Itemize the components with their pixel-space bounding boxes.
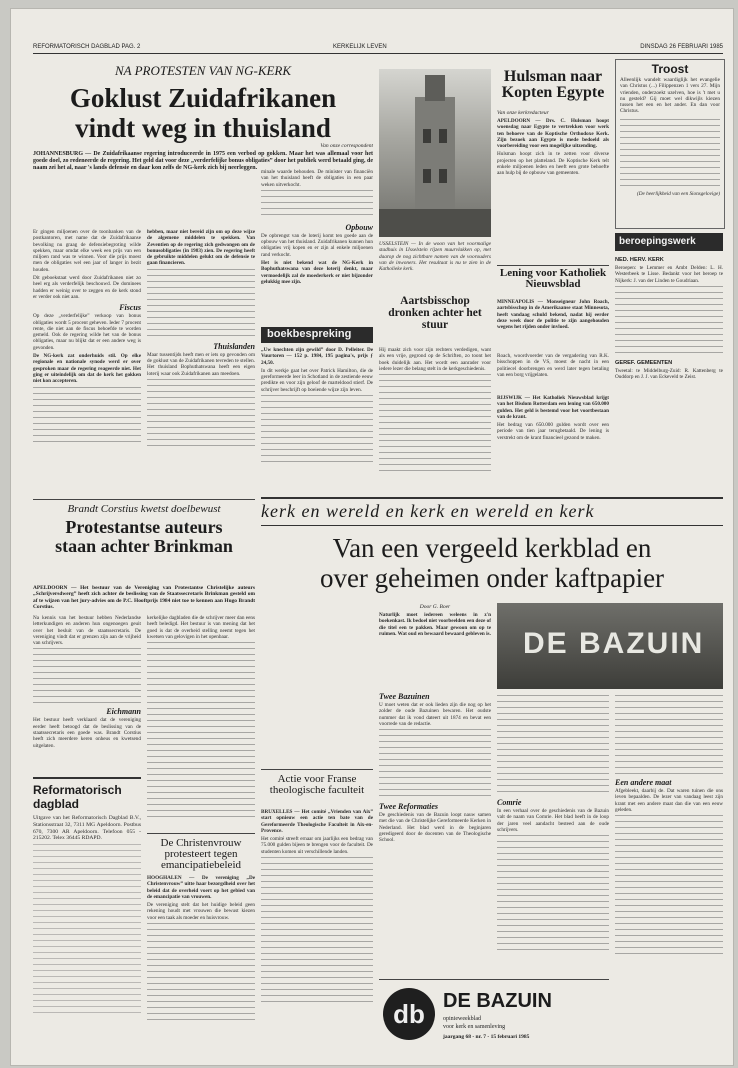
christenvrouw-story bbox=[147, 833, 255, 1054]
photo-caption-wrap bbox=[379, 241, 491, 291]
bazuin-sub-andere: Een andere maat bbox=[615, 778, 672, 787]
book-review-column bbox=[261, 347, 373, 491]
aartsbisschop-headline: Aartsbisschop dronken achter het stuur bbox=[388, 295, 482, 331]
lead-body-fiscus: Op deze „verderfelijke” verkoop van bonus obligaties wordt 5 procent geheven. Ieder 7 procent rente, die niet aan de fiscus behoefde te worden gemeld. Ook de regering wilde het van de bonus obligaties, maar nu blijkt dat er een andere weg is gevonden. bbox=[33, 313, 141, 351]
bazuin-sub-bazuinen: Twee Bazuinen bbox=[379, 692, 430, 701]
masthead bbox=[33, 43, 723, 54]
bazuin-logo-ad bbox=[379, 979, 609, 1052]
second-body: Na kennis van het bestuur hebben Nederlandse letterkundigen en anderen hun ongenoegen geuit over het besluit van de staatssecretaris. De vereniging vindt dat er grenzen zijn aan de vrijheid van schrijvers. bbox=[33, 615, 141, 647]
veertel-headline: Actie voor Franse theologische faculteit bbox=[269, 773, 365, 796]
kerk-en-wereld-banner bbox=[261, 497, 723, 526]
bazuin-column-3 bbox=[615, 695, 723, 1045]
christenvrouw-body: De vereniging stelt dat het huidige beleid geen rekening houdt met vrouwen die bewust kiezen voor een taak als moeder en huisvrouw. bbox=[147, 902, 255, 921]
masthead-center: KERKELIJK LEVEN bbox=[333, 44, 387, 50]
aartsbisschop-header bbox=[379, 295, 491, 345]
troost-title: Troost bbox=[651, 62, 689, 76]
lead-kicker: NA PROTESTEN VAN NG-KERK bbox=[114, 63, 292, 78]
troost-sign: (De heerlijkheid van een Sionsgelovige) bbox=[637, 190, 720, 197]
hulsman-header bbox=[497, 61, 609, 105]
lead-column-3-filler-a bbox=[261, 190, 373, 220]
beroepingswerk-body-1: Beroepen: te Lemmer en Ambt Delden: L. H. Westerbeek te Lisse. Bedankt voor het beroep te Nijkerk: J. van der Linden te Goudriaan. bbox=[615, 265, 723, 284]
bazuin-header bbox=[261, 527, 723, 599]
hulsman-byline: Van onze kerkredacteur bbox=[497, 110, 549, 116]
bazuin-body-2: De geschiedenis van de Bazuin loopt nauw samen met die van de Christelijke Gereformeerde Kerken in Nederland. Het blad werd in de beginjaren geredigeerd door de docenten van de Theologische School. bbox=[379, 812, 491, 844]
hulsman-headline-2: Kopten Egypte bbox=[501, 84, 605, 101]
bazuin-body-4: Afgebleekt, daarbij de. Dat waren tuinen die ons leven bepaalden. De lezer van vandaag leest zijn krant met een andere maat dan die van een eeuw geleden. bbox=[615, 788, 723, 813]
book-review-body-2: Hij maakt zich voor zijn rechters verdedigen, want als een vrije, gegrond op de Schriften, zo toont het boek duidelijk aan. Het wordt een aanrader voor iedere lezer die belang stelt in de kerkgeschiedenis. bbox=[379, 347, 491, 372]
lead-col2-body: hebben, maar niet bereid zijn om op deze wijze de algemene middelen te spekken. Van Zeventien op de regering zich gedwongen om de bonusobligaties (in 1983) zien. De regering heeft de gebruikte middelen gelukt om de defensie te gaan financieren. bbox=[147, 229, 255, 267]
masthead-left: REFORMATORISCH DAGBLAD PAG. 2 bbox=[33, 44, 141, 50]
lead-col3-body: minale waarde behouden. De minister van financiën van het thuisland heeft de obligaties in een paar weken uitverkocht. bbox=[261, 169, 373, 188]
second-intro: APELDOORN — Het bestuur van de Vereniging van Protestantse Christelijke auteurs „Schrijversdwerg” heeft zich achter de beslissing van de Staatssecretaris Brinkman gesteld om af te wijzen van het jury-advies om de P.C. Hooftprijs 1984 niet toe te kennen aan Hugo Brandt Corstius. bbox=[33, 585, 255, 611]
bazuin-column-3-filler-a bbox=[615, 695, 723, 775]
book-review-2-filler bbox=[379, 374, 491, 474]
book-review-bar: boekbespreking bbox=[261, 327, 373, 343]
lead-col2-body-2: Maar tussentijds heeft men er iets op gevonden om de goklust van de Zuidafrikanen tevreden te stellen. Het thuisland Bophuthatswana heeft een eigen loterij waar ook Zuidafrikanen aan meedoen. bbox=[147, 351, 255, 377]
reformatorisch-title-1: Reformatorisch bbox=[33, 783, 122, 797]
lening-headline: Lening voor Katholiek Nieuwsblad bbox=[499, 267, 607, 290]
bazuin-logo-tag-1: opinieweekblad bbox=[443, 1016, 481, 1022]
bazuin-column-3-filler-b bbox=[615, 815, 723, 955]
second-column-1-filler bbox=[33, 648, 141, 704]
veertel-column bbox=[261, 809, 373, 1049]
lead-body-2: Dit geboekstaat werd door Zuidafrikanen niet zo heel erg als verderfelijk beschouwd. De dominees hadden er weinig over te zeggen en de kerk stond er verder ook niet aan. bbox=[33, 275, 141, 300]
lead-column-3 bbox=[261, 169, 373, 319]
book-review-body: In dit werkje gaat het over Patrick Hamilton, die de gereformeerde leer in Schotland in de zestiende eeuw predikte en voor zijn geloof de marteldood stierf. De schrijver beschrijft op boeiende wijze zijn leven. bbox=[261, 367, 373, 393]
second-headline-2: staan achter Brinkman bbox=[55, 536, 233, 556]
book-review-column-2 bbox=[379, 347, 491, 491]
bazuin-logo-mark: db bbox=[383, 988, 435, 1040]
lead-headline-1: Goklust Zuidafrikanen bbox=[69, 83, 337, 113]
hulsman-intro: APELDOORN — Drs. C. Hulsman hoopt woensdag naar Egypte te vertrekken voor werk ten behoeve van de Koptische Orthodoxe Kerk. Zijn bezoek aan Egypte is mede bedoeld als voorbereiding voor een mogelijke uitzending. bbox=[497, 118, 609, 150]
troost-body: Alleenlijk wandelt waardiglijk het evangelie van Christus (...) Filippenzen 1 vers 27. Mijn vrienden, onderzoekt uzelven, hoe is 't met u nu gesteld? Gij moet wel dikwijls kiezen tussen het een en het ander. En dan voor Christus. bbox=[620, 77, 720, 115]
lead-column-1-filler bbox=[33, 387, 141, 447]
christenvrouw-filler bbox=[147, 923, 255, 1023]
christenvrouw-headline: De Christenvrouw protesteert tegen emancipatiebeleid bbox=[160, 837, 242, 871]
bazuin-photo-text: DE BAZUIN bbox=[523, 627, 705, 660]
reformatorisch-box bbox=[33, 777, 141, 1059]
book-review-filler bbox=[261, 395, 373, 465]
bazuin-logo-tag-2: voor kerk en samenleving bbox=[443, 1024, 506, 1030]
second-column-2 bbox=[147, 615, 255, 829]
bazuin-intro: Naturlijk moet iedereen weleens in z'n boekenkast. Ik bedoel niet voorbeelden een deze of die titel een te pakken. Maar gewoon om op te ruimen. Wat oud en bewaard bewaard gebleven is. bbox=[379, 612, 491, 637]
christenvrouw-intro: HOOGHALEN — De vereniging „De Christenvrouw” uitte haar bezorgdheid over het beleid dat de overheid voert op het gebied van de emancipatie van vrouwen. bbox=[147, 875, 255, 900]
troost-filler bbox=[620, 119, 720, 191]
lead-col3-body-2: De opbrengst van de loterij komt ten goede aan de opbouw van het thuisland. Zuidafrikanen kunnen hun obligaties vrij kopen en er zijn al enkele miljoenen rand verkocht. bbox=[261, 232, 373, 258]
bazuin-body: U moet weten dat er ook lieden zijn die nog op het zolder de oude Bazuinen bewaren. Het oudste nummer dat ik vond dateert uit 1874 en bevat een voorrede van de redactie. bbox=[379, 702, 491, 727]
veertel-filler bbox=[261, 857, 373, 1007]
second-col-b: kerkelijke dagbladen die de schrijver meer dan eens heeft beledigd. Het bestuur is van mening dat het goed is dat de overheid stelling neemt tegen het kwetsen van gelovigen in het openbaar. bbox=[147, 615, 255, 640]
beroepingswerk-section-1: NED. HERV. KERK bbox=[615, 257, 664, 263]
lead-body-1: Er gingen miljoenen over de toonbanken van de postkantoren, met name dat de Zuidafrikaanse bevolking nu graag de defensiebegroting wilde spekken, maar omdat elke week een prijs van een miljoen rand was te winnen. Voor die prijs moest men de obligaties wel een jaar of langer in bezit houden. bbox=[33, 229, 141, 273]
bazuin-column-1-filler-a bbox=[379, 729, 491, 799]
lead-col3-emph: Het is niet bekend wat de NG-Kerk in Bophuthatswana van deze loterij denkt, maar vermoedelijk zal de moederkerk er niet bijzonder gelukkig mee zijn. bbox=[261, 260, 373, 285]
bazuin-logo-issue: jaargang 68 - nr. 7 - 15 februari 1985 bbox=[443, 1034, 530, 1040]
hulsman-column bbox=[497, 109, 609, 259]
reformatorisch-title-2: dagblad bbox=[33, 797, 80, 811]
aartsbisschop-column-2 bbox=[497, 353, 609, 393]
troost-box bbox=[615, 59, 725, 229]
beroepingswerk-body-2: Tweetal: te Middelburg-Zuid: R. Kattenberg te Ouddorp en J. J. van Eckeveld te Zeist. bbox=[615, 367, 723, 381]
hulsman-headline-1: Hulsman naar bbox=[503, 68, 603, 85]
lening-intro: RIJSWIJK — Het Katholiek Nieuwsblad krijgt van het Bisdom Rotterdam een lening van 650.000 gulden. Het geld is bestemd voor het voortbestaan van de krant. bbox=[497, 395, 609, 420]
beroepingswerk-section-2: GEREF. GEMEENTEN bbox=[615, 359, 673, 366]
banner-text: kerk en wereld en kerk en wereld en kerk bbox=[261, 501, 595, 521]
photo-caption: USSELSTEIN — In de woon van het voormalige stadhuis in IJsselstein rijzen muurvlakken op, met daarop de nog zichtbare namen van de voorouders van de inwoners. Het resultaat is nu te zien in de Katholieke kerk. bbox=[379, 241, 491, 273]
newspaper-page bbox=[10, 8, 734, 1066]
bazuin-column-1 bbox=[379, 689, 491, 979]
second-intro-wrap bbox=[33, 585, 255, 611]
lening-body: Het bedrag van 650.000 gulden wordt over een periode van tien jaar terugbetaald. De lening is verstrekt om de krant financieel gezond te maken. bbox=[497, 422, 609, 441]
lead-column-2 bbox=[147, 229, 255, 491]
aartsbisschop-intro: MINNEAPOLIS — Monseigneur John Roach, aartsbisschop in de Amerikaanse staat Minnesota, heeft vandaag schuld bekend, nadat hij eerder deze week door de politie te zijn aangehouden wegens het rijden onder invloed. bbox=[497, 299, 609, 331]
second-sub-eichmann: Eichmann bbox=[106, 707, 141, 717]
lead-column-2-filler-b bbox=[147, 379, 255, 449]
bazuin-byline: Door G. Boer bbox=[419, 604, 451, 610]
lead-body-fiscus-2: De NG-kerk zat onderhuids stil. Op elke regionale en nationale synode werd er over gesproken maar de regering reageerde niet. Het ging er uiteindelijk om dat de kerk het gokken niet kon accepteren. bbox=[33, 353, 141, 385]
lead-intro: JOHANNESBURG — De Zuidafrikaanse regering introduceerde in 1975 een verbod op gokken. Maar het was allemaal voor het goede doel, zo redeneerde de regering. Het geld dat voor deze „verderfelijke bonus obligaties” door het publiek werd betaald ging, de naam zei het al, naar 's lands defensie en daar kon zelfs de NG-kerk zich bij neerleggen. bbox=[33, 151, 373, 171]
bazuin-body-3: In een verhaal over de geschiedenis van de Bazuin valt de naam van Comrie. Het blad heeft in de loop der jaren veel aandacht besteed aan de oude schrijvers. bbox=[497, 808, 609, 833]
second-story-header bbox=[33, 499, 255, 582]
veertel-body: Het comité streeft ernaar om jaarlijks een bedrag van 75.000 gulden bijeen te brengen voor de faculteit. De studenten komen uit verschillende landen. bbox=[261, 836, 373, 855]
bazuin-headline-1: Van een vergeeld kerkblad en bbox=[332, 533, 652, 563]
reformatorisch-filler bbox=[33, 844, 141, 1014]
lead-sub-thuislanden: Thuislanden bbox=[213, 341, 255, 351]
masthead-right: DINSDAG 26 FEBRUARI 1985 bbox=[640, 44, 723, 50]
church-tower-photo bbox=[379, 69, 491, 237]
second-body-2: Het bestuur heeft verklaard dat de vereniging eerder heeft betoogd dat de beslissing van de staatssecretaris een goede was. Brandt Corstius heeft zich meerdere keren onheus en kwetsend uitgelaten. bbox=[33, 717, 141, 749]
veertel-intro: BRUXELLES — Het comité „Vrienden van Aix” start opnieuw een actie ten bate van de Gereformeerde Theologische Faculteit in Aix-en-Provence. bbox=[261, 809, 373, 834]
veertel-header bbox=[261, 769, 373, 810]
bazuin-column-2-filler-a bbox=[497, 695, 609, 795]
beroepingswerk-filler-a bbox=[615, 286, 723, 358]
second-column-1 bbox=[33, 615, 141, 770]
reformatorisch-body: Uitgave van het Reformatorisch Dagblad B.V., Stationsstraat 32, 7311 MG Apeldoorn. Postbus 670, 7300 AR Apeldoorn. Telefoon 055 - 215202. Telex 36445 RDAPD. bbox=[33, 815, 141, 842]
tower-illustration bbox=[379, 69, 491, 237]
bazuin-sub-comrie: Comrie bbox=[497, 798, 522, 807]
aartsbisschop-column bbox=[497, 299, 609, 353]
lead-sub-fiscus: Fiscus bbox=[119, 303, 141, 313]
lead-sub-opbouw: Opbouw bbox=[345, 222, 373, 232]
second-headline-1: Protestantse auteurs bbox=[65, 517, 223, 537]
lening-header bbox=[497, 265, 609, 300]
hulsman-body: Hulsman hoopt zich in te zetten voor diverse projecten op het platteland. De Koptische Kerk telt enkele miljoenen leden en heeft een grote behoefte aan hulp bij de opbouw van gemeenten. bbox=[497, 151, 609, 177]
second-kicker: Brandt Corstius kwetst doelbewust bbox=[67, 503, 221, 515]
lening-column bbox=[497, 395, 609, 491]
beroepingswerk-bar: beroepingswerk bbox=[615, 233, 723, 251]
aartsbisschop-body: Roach, woordvoerder van de vergadering van R.K. bisschoppen in de VS, moest de nacht in een politiecel doorbrengen en werd later tegen betaling van een borg vrijgelaten. bbox=[497, 353, 609, 378]
bazuin-headline-2: over geheimen onder kaftpapier bbox=[319, 563, 665, 593]
book-review-title: „Uw knechten zijn gewild” door D. Pelleiter. De Vuurtoren — 152 p. 1984, 195 pagina's, prijs ƒ 24,50. bbox=[261, 347, 373, 366]
bazuin-logo-name: DE BAZUIN bbox=[443, 990, 552, 1012]
lead-byline: Van onze correspondent bbox=[320, 143, 373, 149]
bazuin-sub-reformaties: Twee Reformaties bbox=[379, 802, 439, 812]
lead-headline-2: vindt weg in thuisland bbox=[75, 113, 331, 143]
lead-column-2-filler-a bbox=[147, 269, 255, 339]
beroepingswerk-column bbox=[615, 255, 723, 515]
bazuin-intro-wrap bbox=[379, 603, 491, 639]
bazuin-column-2-filler-b bbox=[497, 835, 609, 955]
second-column-2-filler bbox=[147, 642, 255, 822]
lead-column-1 bbox=[33, 229, 141, 491]
bazuin-photo bbox=[497, 603, 723, 689]
